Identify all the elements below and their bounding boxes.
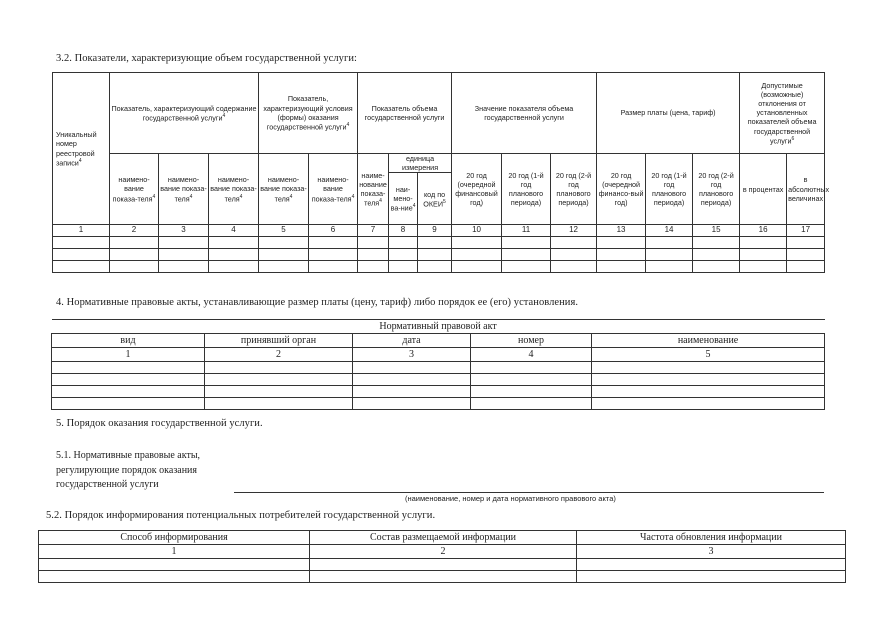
column-header-authority: принявший орган — [205, 334, 353, 348]
column-header-type: вид — [52, 334, 205, 348]
section-5-1-line: государственной услуги — [56, 479, 159, 490]
column-number: 17 — [787, 225, 825, 236]
table-row — [52, 374, 825, 386]
column-number: 7 — [358, 225, 389, 236]
section-5-1-line: регулирующие порядок оказания — [56, 464, 198, 476]
table-row — [53, 236, 825, 248]
table-row — [53, 248, 825, 260]
column-number: 16 — [740, 225, 787, 236]
column-number: 15 — [693, 225, 740, 236]
column-header-frequency: Частота обновления информации — [577, 531, 846, 545]
header-row-1 — [53, 73, 825, 154]
column-header-method: Способ информирования — [39, 531, 310, 545]
column-header-number: номер — [471, 334, 592, 348]
legal-act-fill-line — [234, 479, 824, 493]
column-number: 3 — [577, 545, 846, 559]
header-row — [52, 320, 825, 334]
section-5-2-heading: 5.2. Порядок информирования потенциальных потребителей государственной услуги. — [46, 510, 436, 521]
okei-code-header: код по ОКЕИ$^5$ — [418, 173, 452, 225]
conditions-indicator-1-name: наимено-вание показа-теля$^4$ — [259, 154, 309, 225]
legal-act-caption: (наименование, номер и дата нормативного правового акта) — [405, 494, 616, 503]
allowed-deviation-header: Допустимые (возможные) отклонения от установленных показателей объема государственной услуги$^6$ — [740, 73, 825, 154]
fee-plan-year-2: 20 год (2-й год планового периода) — [693, 154, 740, 225]
column-number: 5 — [592, 348, 825, 362]
unit-name-header: наи-мено-ва-ние$^4$ — [389, 173, 418, 225]
value-plan-year-1: 20 год (1-й год планового периода) — [502, 154, 551, 225]
column-number: 3 — [159, 225, 209, 236]
unique-record-number-header: Уникальный номер реестровой записи$^4$ — [53, 73, 110, 225]
column-number: 11 — [502, 225, 551, 236]
column-number: 8 — [389, 225, 418, 236]
column-number: 4 — [209, 225, 259, 236]
fee-plan-year-1: 20 год (1-й год планового периода) — [646, 154, 693, 225]
column-number: 2 — [310, 545, 577, 559]
unit-of-measure-header: единица измерения — [389, 154, 452, 173]
column-number: 4 — [471, 348, 592, 362]
header-row — [52, 334, 825, 348]
column-number: 6 — [309, 225, 358, 236]
column-number: 2 — [205, 348, 353, 362]
content-indicator-1-name: наимено-вание показа-теля$^4$ — [110, 154, 159, 225]
column-number: 12 — [551, 225, 597, 236]
table-row — [52, 398, 825, 410]
column-number-row — [53, 225, 825, 236]
table-row — [52, 362, 825, 374]
column-number: 10 — [452, 225, 502, 236]
column-number: 1 — [39, 545, 310, 559]
content-indicator-3-name: наимено-вание показа-теля$^4$ — [209, 154, 259, 225]
fee-current-year: 20 год (очередной финансо-вый год) — [597, 154, 646, 225]
table-row — [52, 386, 825, 398]
column-number: 3 — [353, 348, 471, 362]
value-plan-year-2: 20 год (2-й год планового периода) — [551, 154, 597, 225]
column-number: 9 — [418, 225, 452, 236]
value-current-year: 20 год (очередной финансовый год) — [452, 154, 502, 225]
content-indicator-header: Показатель, характеризующий содержание государственной услуги$^4$ — [110, 73, 259, 154]
content-indicator-2-name: наимено-вание показа-теля$^4$ — [159, 154, 209, 225]
informing-methods-table — [38, 530, 846, 583]
column-header-content: Состав размещаемой информации — [310, 531, 577, 545]
section-5-1-line: 5.1. Нормативные правовые акты, — [56, 450, 201, 461]
column-number: 13 — [597, 225, 646, 236]
column-number-row — [52, 348, 825, 362]
section-5-heading: 5. Порядок оказания государственной услуги. — [56, 418, 263, 429]
section-5-1-text — [56, 449, 200, 493]
column-header-name: наименование — [592, 334, 825, 348]
volume-value-header: Значение показателя объема государственной услуги — [452, 73, 597, 154]
header-row-2 — [53, 154, 825, 173]
section-3-2-heading: 3.2. Показатели, характеризующие объем государственной услуги: — [56, 53, 357, 64]
fee-size-header: Размер платы (цена, тариф) — [597, 73, 740, 154]
volume-indicators-table — [52, 72, 830, 273]
table-row — [53, 260, 825, 272]
deviation-absolute: в абсолютных величинах — [787, 154, 825, 225]
column-number: 1 — [52, 348, 205, 362]
volume-indicator-name: наиме-нование показа-теля$^4$ — [358, 154, 389, 225]
deviation-percent: в процентах — [740, 154, 787, 225]
column-header-date: дата — [353, 334, 471, 348]
column-number: 5 — [259, 225, 309, 236]
table-row — [39, 559, 846, 571]
column-number: 1 — [53, 225, 110, 236]
section-4-heading: 4. Нормативные правовые акты, устанавливающие размер платы (цену, тариф) либо порядок ее (его) установления. — [56, 297, 579, 308]
volume-indicator-header: Показатель объема государственной услуги — [358, 73, 452, 154]
column-number: 14 — [646, 225, 693, 236]
column-number-row — [39, 545, 846, 559]
table-row — [39, 571, 846, 583]
conditions-indicator-header: Показатель, характеризующий условия (формы) оказания государственной услуги$^4$ — [259, 73, 358, 154]
legal-act-title: Нормативный правовой акт — [52, 320, 825, 334]
conditions-indicator-2-name: наимено-вание показа-теля$^4$ — [309, 154, 358, 225]
legal-acts-fee-table — [51, 319, 825, 410]
column-number: 2 — [110, 225, 159, 236]
header-row — [39, 531, 846, 545]
